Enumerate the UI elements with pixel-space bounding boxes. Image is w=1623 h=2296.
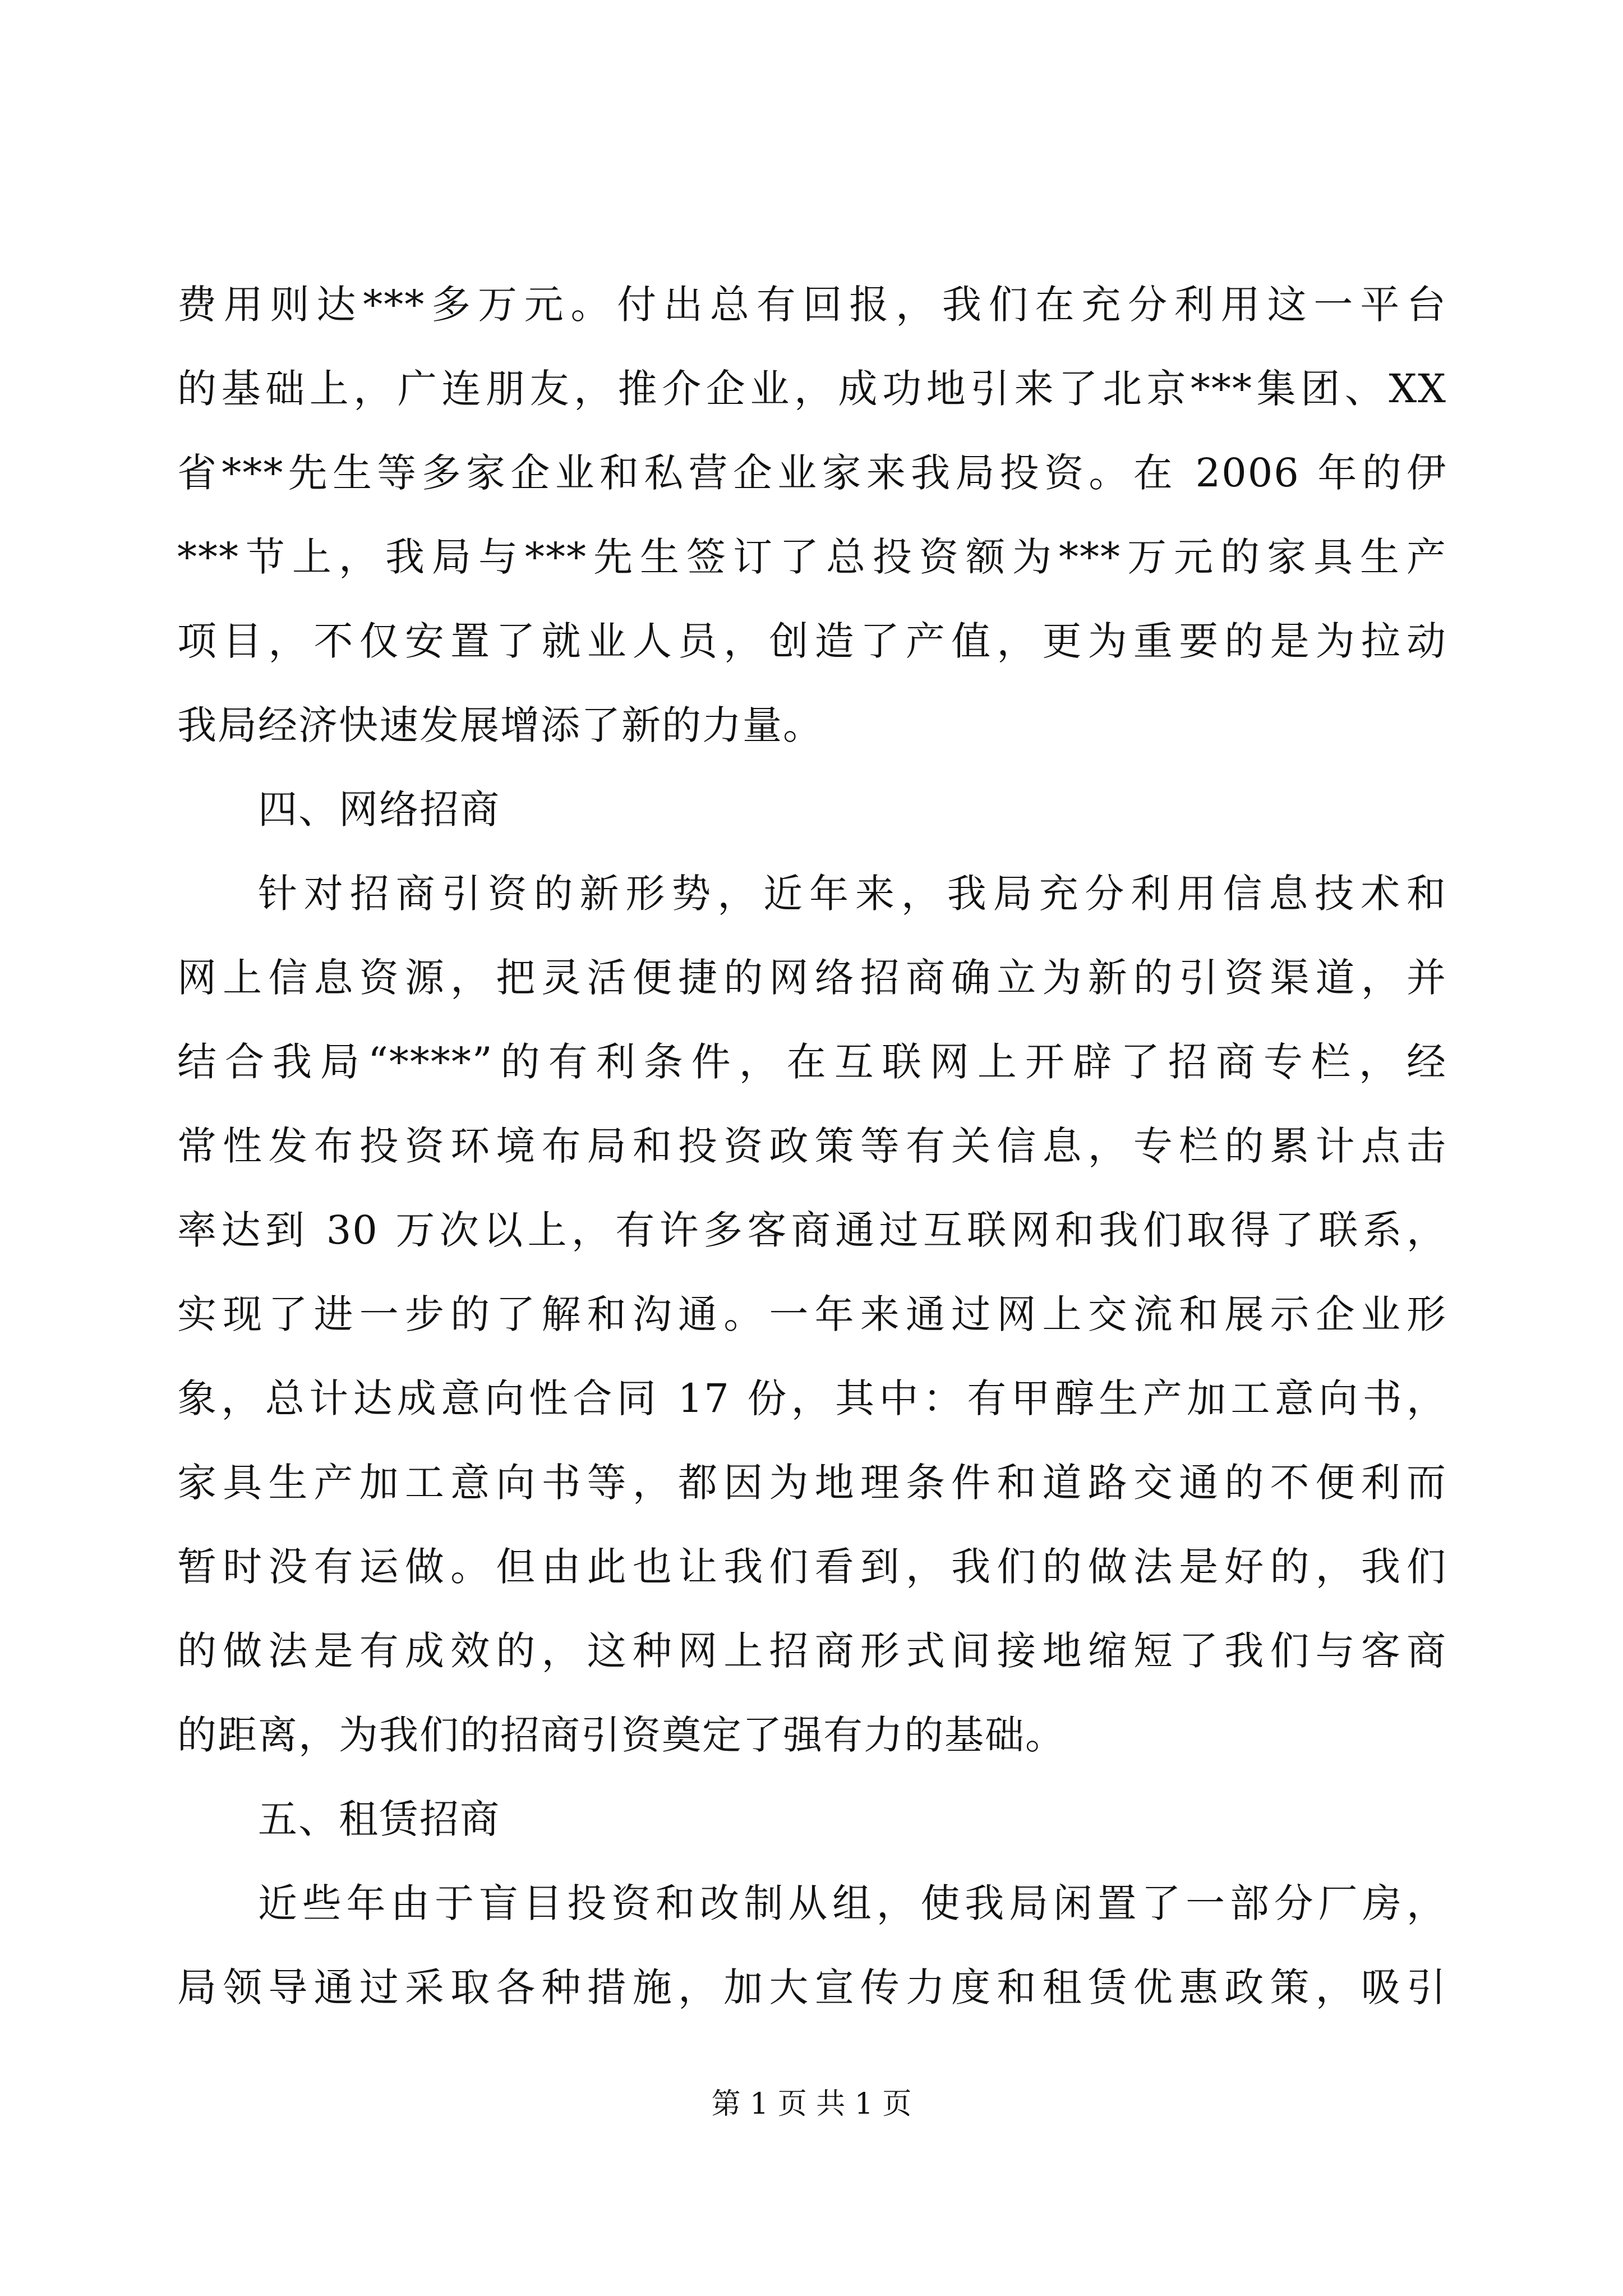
paragraph-line: 常性发布投资环境布局和投资政策等有关信息，专栏的累计点击 xyxy=(177,1123,1447,1169)
paragraph-line: 针对招商引资的新形势，近年来，我局充分利用信息技术和 xyxy=(258,871,1447,917)
paragraph-line: 省***先生等多家企业和私营企业家来我局投资。在 2006 年的伊 xyxy=(177,450,1447,496)
paragraph-line: 的做法是有成效的，这种网上招商形式间接地缩短了我们与客商 xyxy=(177,1628,1447,1674)
paragraph-line: 我局经济快速发展增添了新的力量。 xyxy=(177,702,823,748)
paragraph-line: 的距离，为我们的招商引资奠定了强有力的基础。 xyxy=(177,1712,1066,1758)
paragraph-line: 暂时没有运做。但由此也让我们看到，我们的做法是好的，我们 xyxy=(177,1544,1447,1590)
paragraph-line: 局领导通过采取各种措施，加大宣传力度和租赁优惠政策，吸引 xyxy=(177,1964,1447,2010)
paragraph-line: 家具生产加工意向书等，都因为地理条件和道路交通的不便利而 xyxy=(177,1460,1447,1506)
paragraph-line: 项目，不仅安置了就业人员，创造了产值，更为重要的是为拉动 xyxy=(177,618,1447,664)
paragraph-line: 实现了进一步的了解和沟通。一年来通过网上交流和展示企业形 xyxy=(177,1291,1447,1337)
section-heading-network-investment: 四、网络招商 xyxy=(258,786,500,832)
page-number-label: 第 1 页 共 1 页 xyxy=(711,2087,912,2121)
paragraph-line: 近些年由于盲目投资和改制从组，使我局闲置了一部分厂房， xyxy=(258,1880,1447,1926)
paragraph-line: ***节上，我局与***先生签订了总投资额为***万元的家具生产 xyxy=(177,534,1447,580)
document-body xyxy=(177,263,1447,2030)
paragraph-line: 结合我局“****”的有利条件，在互联网上开辟了招商专栏，经 xyxy=(177,1039,1447,1085)
paragraph-line: 网上信息资源，把灵活便捷的网络招商确立为新的引资渠道，并 xyxy=(177,955,1447,1001)
paragraph-line: 费用则达***多万元。付出总有回报，我们在充分利用这一平台 xyxy=(177,282,1447,328)
paragraph-line: 象，总计达成意向性合同 17 份，其中：有甲醇生产加工意向书， xyxy=(177,1375,1447,1421)
section-heading-lease-investment: 五、租赁招商 xyxy=(258,1796,500,1842)
paragraph-line: 的基础上，广连朋友，推介企业，成功地引来了北京***集团、XX xyxy=(177,366,1447,412)
page-footer xyxy=(0,2085,1623,2124)
paragraph-line: 率达到 30 万次以上，有许多客商通过互联网和我们取得了联系， xyxy=(177,1207,1447,1253)
